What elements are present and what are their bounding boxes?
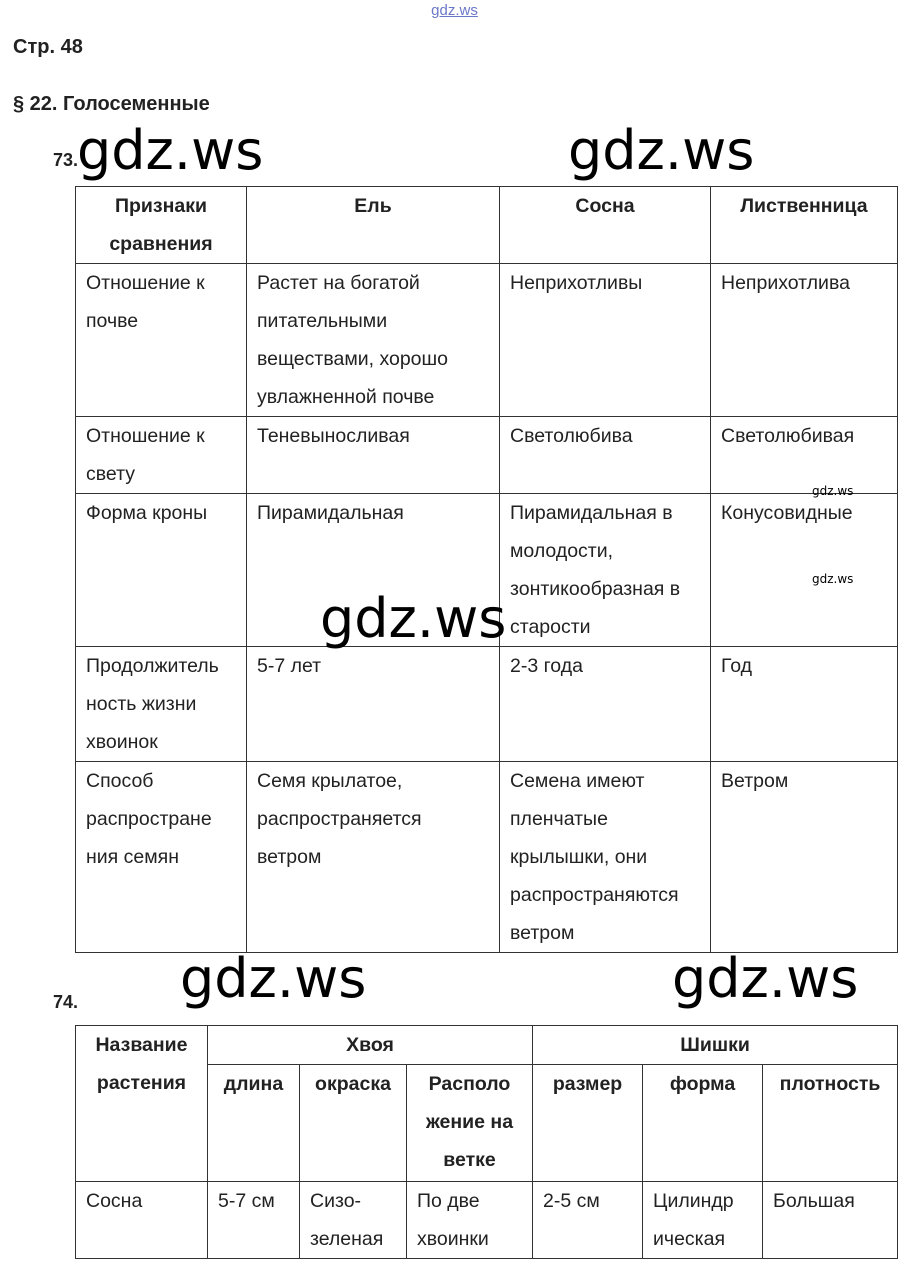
table-cell: Отношение к свету: [76, 417, 247, 494]
table-cell: 2-3 года: [500, 647, 711, 762]
table-cell: Неприхотливы: [500, 264, 711, 417]
table-row: [76, 264, 898, 417]
table-cell: 5-7 лет: [247, 647, 500, 762]
watermark-small: gdz.ws: [812, 572, 854, 586]
table-cell: Пирамидальная: [247, 494, 500, 647]
table-cell: Растет на богатой питательными веществами, хорошо увлажненной почве: [247, 264, 500, 417]
table-cell: По две хвоинки: [407, 1182, 533, 1259]
table-cell: Сосна: [76, 1182, 208, 1259]
header-group-cones: Шишки: [533, 1026, 898, 1065]
table-cell: 5-7 см: [208, 1182, 300, 1259]
table-cell: Ветром: [711, 762, 898, 953]
subheader-cell: плотность: [763, 1065, 898, 1182]
table-row: [76, 647, 898, 762]
task-73-table: [75, 186, 898, 953]
watermark: gdz.ws: [672, 947, 859, 1010]
table-header-row: [76, 1026, 898, 1065]
table-cell: Семя крылатое, распространяется ветром: [247, 762, 500, 953]
table-cell: Теневыносливая: [247, 417, 500, 494]
section-title: § 22. Голосеменные: [13, 93, 210, 115]
header-cell: Название растения: [76, 1026, 208, 1182]
table-cell: Продолжитель ность жизни хвоинок: [76, 647, 247, 762]
watermark-small: gdz.ws: [812, 484, 854, 498]
subheader-cell: Располо жение на ветке: [407, 1065, 533, 1182]
table-cell: Форма кроны: [76, 494, 247, 647]
watermark: gdz.ws: [568, 119, 755, 182]
watermark: gdz.ws: [77, 119, 264, 182]
watermark: gdz.ws: [180, 947, 367, 1010]
table-cell: Способ распростране ния семян: [76, 762, 247, 953]
table-cell: 2-5 см: [533, 1182, 643, 1259]
table-row: [76, 762, 898, 953]
header-cell: Лиственница: [711, 187, 898, 264]
task-74-table: [75, 1025, 898, 1259]
header-cell: Сосна: [500, 187, 711, 264]
top-watermark-link[interactable]: gdz.ws: [431, 2, 478, 19]
subheader-cell: размер: [533, 1065, 643, 1182]
watermark: gdz.ws: [320, 587, 507, 650]
table-cell: Конусовидные: [711, 494, 898, 647]
table-cell: Отношение к почве: [76, 264, 247, 417]
table-cell: Пирамидальная в молодости, зонтикообразная в старости: [500, 494, 711, 647]
subheader-cell: окраска: [300, 1065, 407, 1182]
table-cell: Год: [711, 647, 898, 762]
header-cell: Признаки сравнения: [76, 187, 247, 264]
task-73-number: 73.: [53, 150, 79, 170]
header-cell: Ель: [247, 187, 500, 264]
page-number: Стр. 48: [13, 36, 83, 58]
table-cell: Цилиндр ическая: [643, 1182, 763, 1259]
table-cell: Светолюбивая: [711, 417, 898, 494]
header-group-needles: Хвоя: [208, 1026, 533, 1065]
table-cell: Семена имеют пленчатые крылышки, они распространяются ветром: [500, 762, 711, 953]
table-cell: Сизо- зеленая: [300, 1182, 407, 1259]
subheader-cell: форма: [643, 1065, 763, 1182]
task-74-number: 74.: [53, 992, 79, 1012]
table-cell: Большая: [763, 1182, 898, 1259]
table-row: [76, 1182, 898, 1259]
table-row: [76, 417, 898, 494]
subheader-cell: длина: [208, 1065, 300, 1182]
table-header-row: [76, 187, 898, 264]
table-cell: Неприхотлива: [711, 264, 898, 417]
table-cell: Светолюбива: [500, 417, 711, 494]
